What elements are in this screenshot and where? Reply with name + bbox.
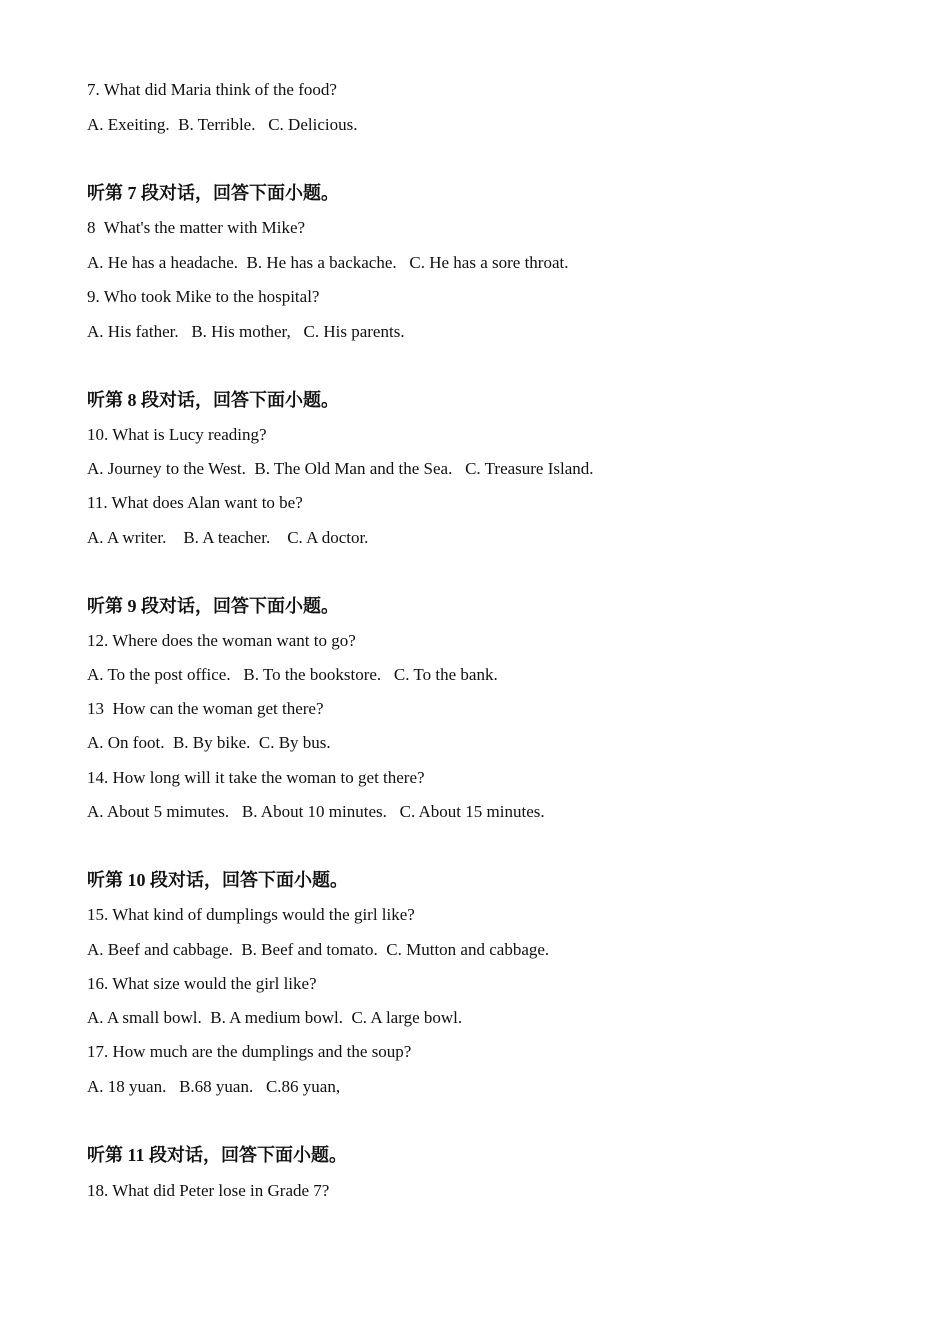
question-9: 9. Who took Mike to the hospital? bbox=[87, 287, 320, 306]
section-7-heading: 听第 7 段对话，回答下面小题。 bbox=[87, 183, 339, 203]
question-15-options: A. Beef and cabbage. B. Beef and tomato. C. Mutton and cabbage. bbox=[87, 940, 550, 959]
section-11-heading: 听第 11 段对话，回答下面小题。 bbox=[87, 1145, 348, 1165]
question-10: 10. What is Lucy reading? bbox=[87, 425, 267, 444]
question-13-options: A. On foot. B. By bike. C. By bus. bbox=[87, 733, 331, 752]
section-10-heading: 听第 10 段对话，回答下面小题。 bbox=[87, 870, 348, 890]
question-16: 16. What size would the girl like? bbox=[87, 974, 317, 993]
question-18: 18. What did Peter lose in Grade 7? bbox=[87, 1181, 330, 1200]
question-8-options: A. He has a headache. B. He has a backache. C. He has a sore throat. bbox=[87, 253, 569, 272]
question-9-options: A. His father. B. His mother, C. His parents. bbox=[87, 322, 405, 341]
question-12: 12. Where does the woman want to go? bbox=[87, 631, 356, 650]
question-7-options: A. Exeiting. B. Terrible. C. Delicious. bbox=[87, 115, 358, 134]
question-10-options: A. Journey to the West. B. The Old Man and the Sea. C. Treasure Island. bbox=[87, 459, 594, 478]
question-11-options: A. A writer. B. A teacher. C. A doctor. bbox=[87, 528, 369, 547]
section-8-heading: 听第 8 段对话，回答下面小题。 bbox=[87, 390, 339, 410]
question-14: 14. How long will it take the woman to get there? bbox=[87, 768, 425, 787]
question-11: 11. What does Alan want to be? bbox=[87, 493, 303, 512]
question-17: 17. How much are the dumplings and the soup? bbox=[87, 1042, 412, 1061]
question-14-options: A. About 5 mimutes. B. About 10 minutes. C. About 15 minutes. bbox=[87, 802, 545, 821]
question-16-options: A. A small bowl. B. A medium bowl. C. A large bowl. bbox=[87, 1008, 463, 1027]
question-8: 8 What's the matter with Mike? bbox=[87, 218, 306, 237]
question-15: 15. What kind of dumplings would the girl like? bbox=[87, 905, 415, 924]
question-7: 7. What did Maria think of the food? bbox=[87, 80, 337, 99]
question-13: 13 How can the woman get there? bbox=[87, 699, 324, 718]
section-9-heading: 听第 9 段对话，回答下面小题。 bbox=[87, 596, 339, 616]
question-17-options: A. 18 yuan. B.68 yuan. C.86 yuan, bbox=[87, 1077, 341, 1096]
question-12-options: A. To the post office. B. To the bookstore. C. To the bank. bbox=[87, 665, 498, 684]
